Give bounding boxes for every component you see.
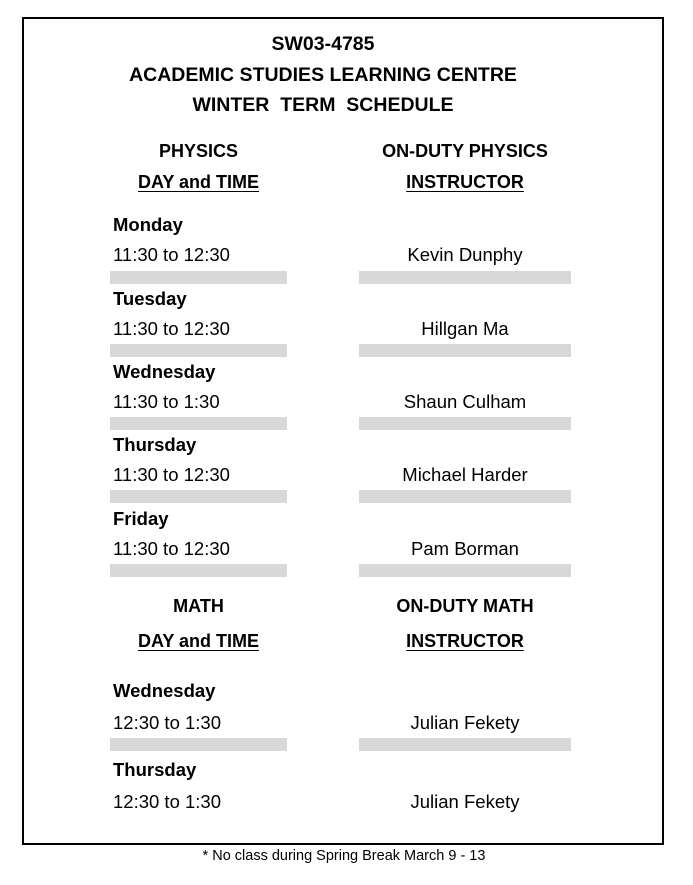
- divider-bar: [110, 417, 287, 430]
- divider-bar: [110, 344, 287, 357]
- row-instructor: Pam Borman: [411, 538, 519, 559]
- divider-bar: [359, 344, 571, 357]
- row-instructor: Kevin Dunphy: [407, 244, 523, 265]
- row-time: 11:30 to 12:30: [113, 244, 230, 265]
- row-day: Friday: [113, 508, 169, 529]
- divider-bar: [110, 564, 287, 577]
- divider-bar: [110, 271, 287, 284]
- row-day: Thursday: [113, 434, 197, 455]
- row-time: 12:30 to 1:30: [113, 791, 222, 812]
- physics-instructor-heading: ON-DUTY PHYSICS: [382, 141, 548, 161]
- row-time: 11:30 to 12:30: [113, 538, 230, 559]
- divider-bar: [359, 417, 571, 430]
- row-day: Tuesday: [113, 288, 187, 309]
- divider-bar: [359, 564, 571, 577]
- divider-bar: [359, 271, 571, 284]
- math-day-time-heading: DAY and TIME: [137, 631, 260, 651]
- row-instructor: Julian Fekety: [410, 791, 520, 812]
- row-time: 12:30 to 1:30: [113, 712, 222, 733]
- row-instructor: Michael Harder: [402, 464, 528, 485]
- document-code: SW03-4785: [271, 33, 375, 55]
- row-day: Wednesday: [113, 361, 216, 382]
- row-day: Thursday: [113, 759, 197, 780]
- row-day: Wednesday: [113, 680, 216, 701]
- divider-bar: [359, 490, 571, 503]
- divider-bar: [359, 738, 571, 751]
- math-heading: MATH: [173, 596, 224, 616]
- physics-heading: PHYSICS: [158, 141, 239, 161]
- document-subtitle: WINTER TERM SCHEDULE: [192, 94, 454, 116]
- divider-bar: [110, 738, 287, 751]
- row-day: Monday: [113, 214, 183, 235]
- row-instructor: Hillgan Ma: [421, 318, 509, 339]
- row-time: 11:30 to 12:30: [113, 464, 230, 485]
- document-title: ACADEMIC STUDIES LEARNING CENTRE: [129, 64, 517, 86]
- footnote: * No class during Spring Break March 9 - 13: [202, 848, 486, 864]
- row-instructor: Shaun Culham: [403, 391, 527, 412]
- row-instructor: Julian Fekety: [410, 712, 520, 733]
- math-instructor-heading: ON-DUTY MATH: [396, 596, 534, 616]
- divider-bar: [110, 490, 287, 503]
- row-time: 11:30 to 12:30: [113, 318, 230, 339]
- row-time: 11:30 to 1:30: [113, 391, 220, 412]
- physics-instructor-subheading: INSTRUCTOR: [406, 172, 524, 192]
- physics-day-time-heading: DAY and TIME: [137, 172, 260, 192]
- math-instructor-subheading: INSTRUCTOR: [406, 631, 524, 651]
